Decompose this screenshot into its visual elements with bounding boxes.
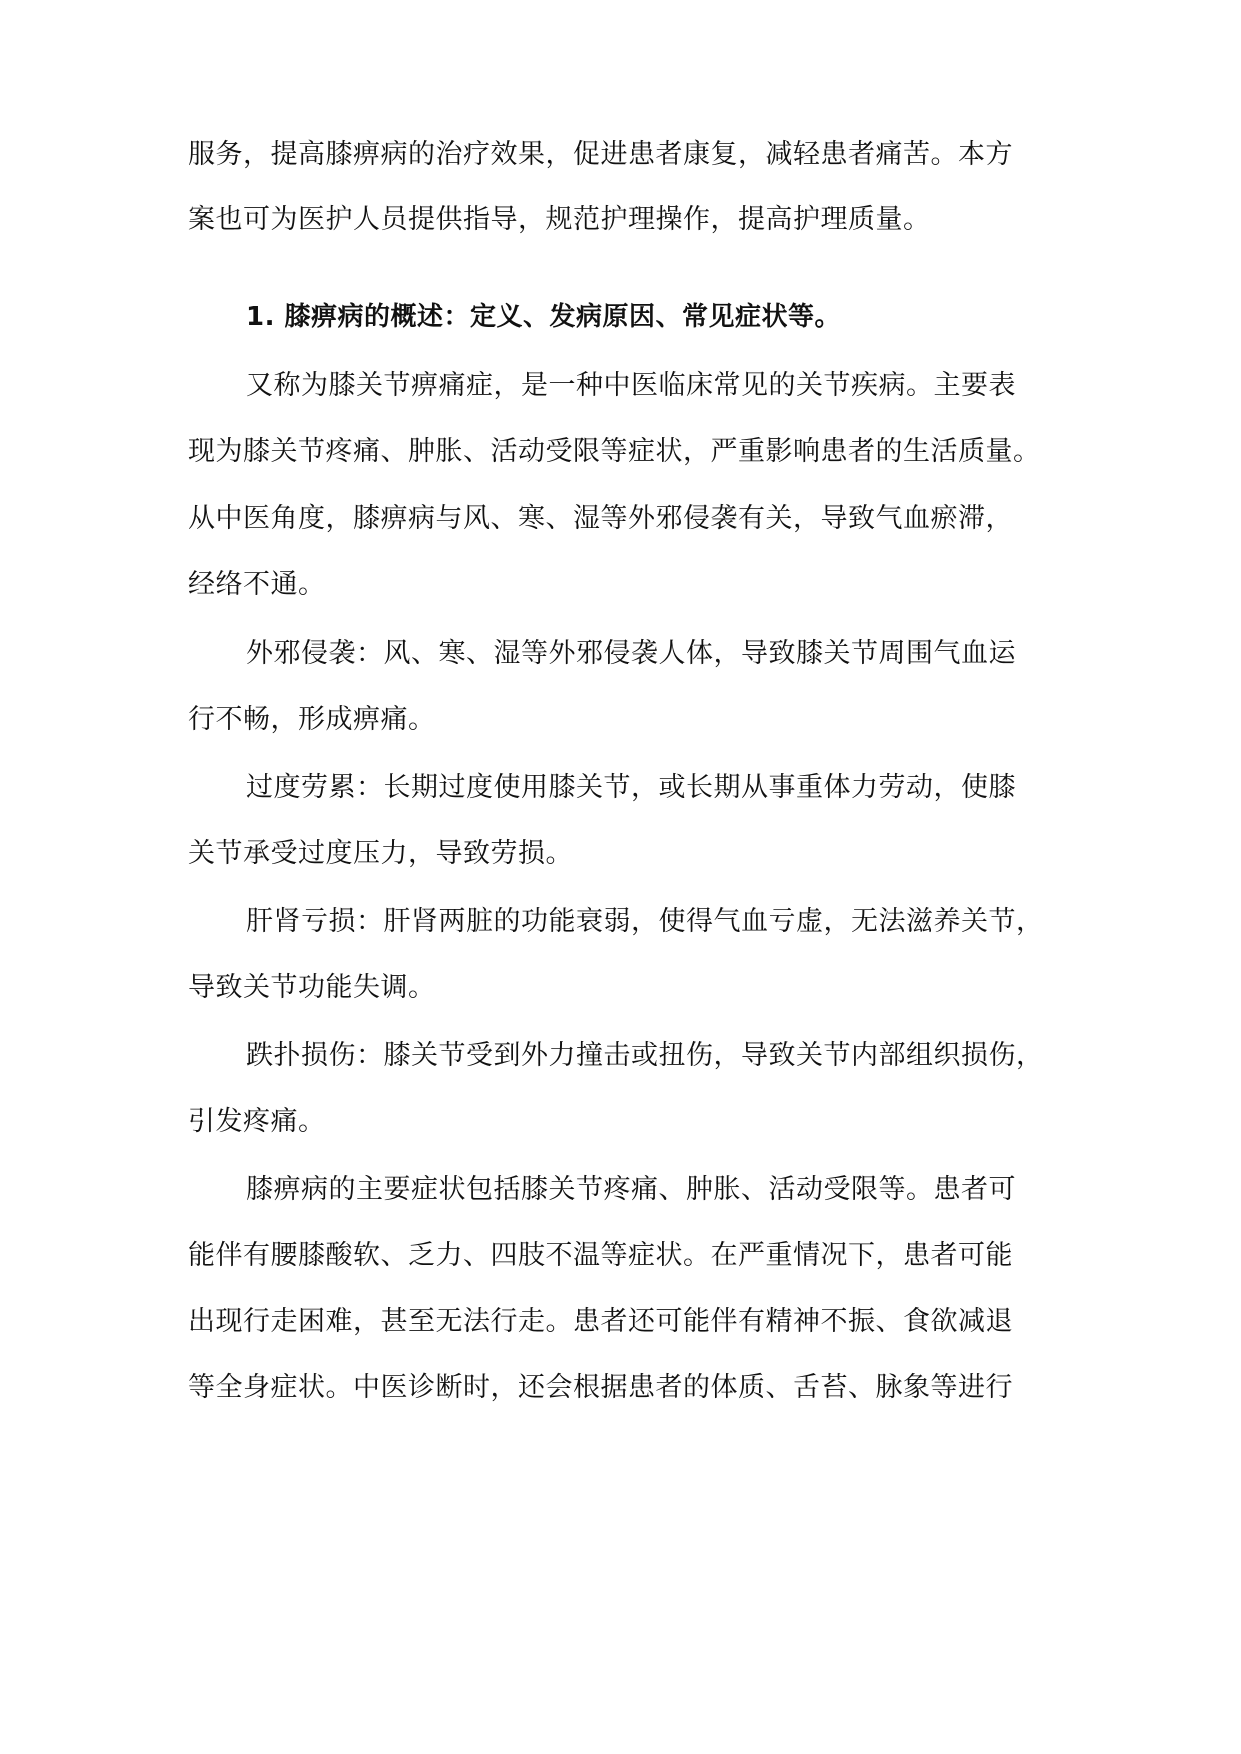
section-heading: 1. 膝痹病的概述：定义、发病原因、常见症状等。 [246,302,842,332]
paragraph-line: 经络不通。 [188,569,326,600]
intro-line-2: 案也可为医护人员提供指导，规范护理操作，提高护理质量。 [188,204,931,235]
paragraph-line: 导致关节功能失调。 [188,972,436,1003]
paragraph-line: 引发疼痛。 [188,1106,326,1137]
intro-line-1: 服务，提高膝痹病的治疗效果，促进患者康复，减轻患者痛苦。本方 [188,139,1013,170]
paragraph-line: 能伴有腰膝酸软、乏力、四肢不温等症状。在严重情况下，患者可能 [188,1240,1013,1271]
paragraph-line: 又称为膝关节痹痛症，是一种中医临床常见的关节疾病。主要表 [246,370,1016,401]
paragraph-line: 现为膝关节疼痛、肿胀、活动受限等症状，严重影响患者的生活质量。 [188,436,1041,467]
paragraph-line: 膝痹病的主要症状包括膝关节疼痛、肿胀、活动受限等。患者可 [246,1174,1016,1205]
paragraph-line: 从中医角度，膝痹病与风、寒、湿等外邪侵袭有关，导致气血瘀滞， [188,503,1013,534]
paragraph-line: 等全身症状。中医诊断时，还会根据患者的体质、舌苔、脉象等进行 [188,1372,1013,1403]
paragraph-line: 过度劳累：长期过度使用膝关节，或长期从事重体力劳动，使膝 [246,772,1016,803]
paragraph-line: 跌扑损伤：膝关节受到外力撞击或扭伤，导致关节内部组织损伤， [246,1040,1044,1071]
paragraph-line: 出现行走困难，甚至无法行走。患者还可能伴有精神不振、食欲减退 [188,1306,1013,1337]
paragraph-line: 行不畅，形成痹痛。 [188,704,436,735]
paragraph-line: 外邪侵袭：风、寒、湿等外邪侵袭人体，导致膝关节周围气血运 [246,638,1016,669]
paragraph-line: 肝肾亏损：肝肾两脏的功能衰弱，使得气血亏虚，无法滋养关节， [246,906,1044,937]
paragraph-line: 关节承受过度压力，导致劳损。 [188,838,573,869]
